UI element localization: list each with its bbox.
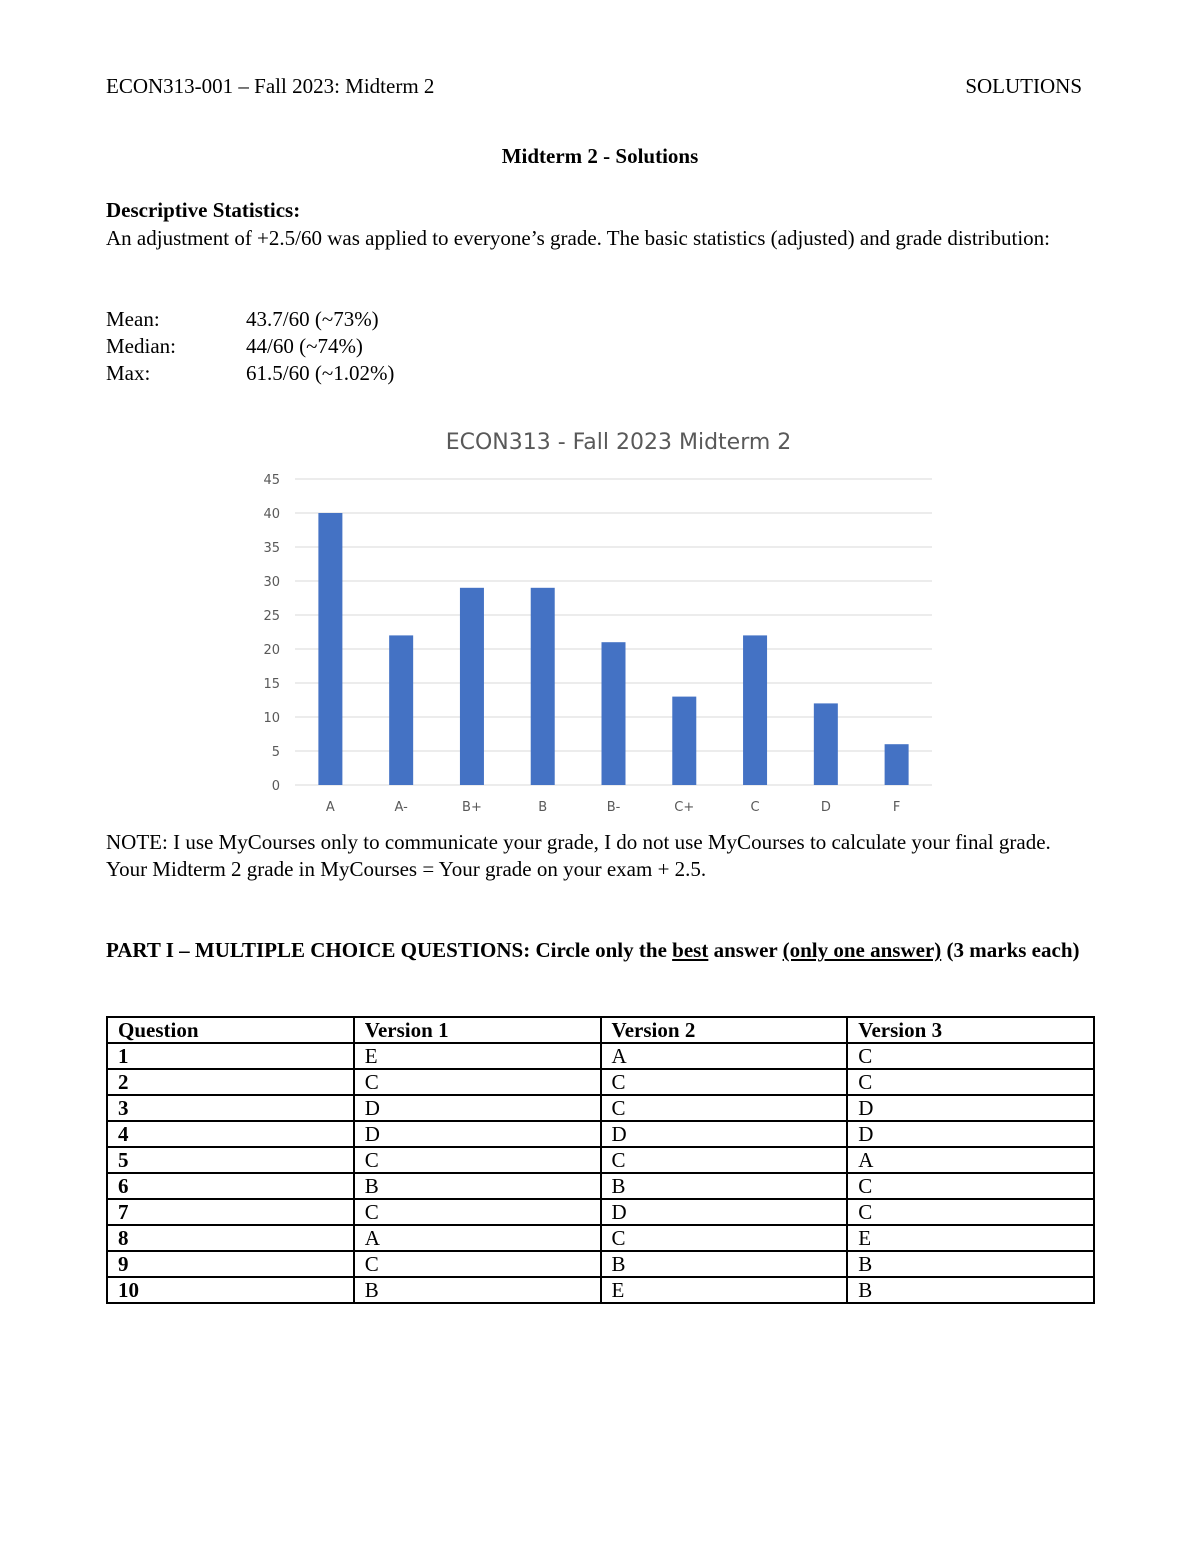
stat-label: Mean:	[106, 307, 160, 331]
y-tick-label: 15	[263, 677, 280, 692]
table-row	[107, 1277, 1094, 1303]
answer-cell-version-2: D	[601, 1199, 848, 1225]
answer-table	[106, 1016, 1095, 1304]
adjustment-paragraph: An adjustment of +2.5/60 was applied to everyone’s grade. The basic statistics (adjusted) and grade distribution:	[106, 226, 1050, 250]
header-left: ECON313-001 – Fall 2023: Midterm 2	[106, 74, 435, 98]
chart-svg	[240, 410, 940, 830]
answer-cell-version-3: A	[847, 1147, 1094, 1173]
bar	[602, 642, 626, 785]
bar	[460, 588, 484, 785]
descriptive-heading: Descriptive Statistics:	[106, 198, 301, 222]
part1-best: best	[672, 938, 709, 962]
answer-cell-version-1: C	[354, 1251, 601, 1277]
question-number-cell: 1	[107, 1043, 354, 1069]
answer-cell-version-2: B	[601, 1251, 848, 1277]
stat-value: 44/60 (~74%)	[246, 334, 363, 358]
answer-cell-version-1: B	[354, 1277, 601, 1303]
answer-cell-version-3: C	[847, 1199, 1094, 1225]
stats-list	[106, 306, 394, 387]
answer-cell-version-2: B	[601, 1173, 848, 1199]
answer-cell-version-2: E	[601, 1277, 848, 1303]
answer-cell-version-3: C	[847, 1043, 1094, 1069]
answer-cell-version-1: C	[354, 1069, 601, 1095]
answer-cell-version-3: E	[847, 1225, 1094, 1251]
part1-lead: PART I – MULTIPLE CHOICE QUESTIONS: Circle only the	[106, 938, 673, 962]
x-tick-label: A-	[394, 800, 408, 815]
x-tick-label: F	[892, 800, 901, 815]
question-number-cell: 5	[107, 1147, 354, 1173]
stat-row-max	[106, 360, 394, 387]
answer-cell-version-3: C	[847, 1173, 1094, 1199]
stat-value: 43.7/60 (~73%)	[246, 307, 379, 331]
table-row	[107, 1121, 1094, 1147]
y-tick-label: 30	[263, 575, 280, 590]
header-version-1: Version 1	[354, 1017, 601, 1043]
grade-distribution-chart	[240, 410, 940, 830]
x-tick-label: B+	[462, 800, 482, 815]
answer-cell-version-1: D	[354, 1121, 601, 1147]
answer-table-body	[107, 1043, 1094, 1303]
table-row	[107, 1199, 1094, 1225]
table-row	[107, 1173, 1094, 1199]
header-version-2: Version 2	[601, 1017, 848, 1043]
stat-row-mean	[106, 306, 394, 333]
x-tick-label: C+	[674, 800, 695, 815]
answer-cell-version-1: D	[354, 1095, 601, 1121]
answer-cell-version-3: D	[847, 1121, 1094, 1147]
y-tick-label: 10	[263, 711, 280, 726]
table-header-row	[107, 1017, 1094, 1043]
answer-cell-version-2: C	[601, 1147, 848, 1173]
answer-cell-version-2: C	[601, 1225, 848, 1251]
answer-cell-version-1: B	[354, 1173, 601, 1199]
header-question: Question	[107, 1017, 354, 1043]
answer-cell-version-2: C	[601, 1095, 848, 1121]
part1-mid: answer	[708, 938, 783, 962]
answer-cell-version-2: C	[601, 1069, 848, 1095]
bar	[389, 635, 413, 785]
x-tick-label: B	[538, 800, 548, 815]
table-row	[107, 1225, 1094, 1251]
x-tick-label: B-	[606, 800, 621, 815]
page-title: Midterm 2 - Solutions	[501, 144, 699, 168]
table-row	[107, 1069, 1094, 1095]
question-number-cell: 3	[107, 1095, 354, 1121]
y-tick-label: 0	[271, 779, 280, 794]
bar	[743, 635, 767, 785]
stat-label: Median:	[106, 334, 176, 358]
answer-cell-version-3: C	[847, 1069, 1094, 1095]
question-number-cell: 10	[107, 1277, 354, 1303]
answer-cell-version-1: E	[354, 1043, 601, 1069]
table-row	[107, 1043, 1094, 1069]
x-tick-label: C	[750, 800, 760, 815]
x-tick-label: A	[325, 800, 335, 815]
stat-value: 61.5/60 (~1.02%)	[246, 361, 395, 385]
y-tick-label: 35	[263, 541, 280, 556]
bar	[814, 703, 838, 785]
mycourses-note: NOTE: I use MyCourses only to communicate your grade, I do not use MyCourses to calculate your final grade. Your Midterm 2 grade in MyCourses = Your grade on your exam + 2.5.	[106, 830, 1051, 881]
header-right: SOLUTIONS	[965, 74, 1082, 98]
question-number-cell: 9	[107, 1251, 354, 1277]
answer-cell-version-1: C	[354, 1199, 601, 1225]
answer-cell-version-2: A	[601, 1043, 848, 1069]
question-number-cell: 8	[107, 1225, 354, 1251]
stat-label: Max:	[106, 361, 151, 385]
answer-cell-version-2: D	[601, 1121, 848, 1147]
stat-row-median	[106, 333, 394, 360]
table-row	[107, 1147, 1094, 1173]
y-tick-label: 20	[263, 643, 280, 658]
bar	[672, 697, 696, 785]
question-number-cell: 4	[107, 1121, 354, 1147]
part1-only-one: (only one answer)	[782, 938, 942, 962]
answer-cell-version-3: B	[847, 1251, 1094, 1277]
y-tick-label: 5	[271, 745, 280, 760]
x-tick-label: D	[820, 800, 831, 815]
chart-title: ECON313 - Fall 2023 Midterm 2	[445, 430, 792, 455]
y-tick-label: 45	[263, 473, 280, 488]
answer-cell-version-3: D	[847, 1095, 1094, 1121]
y-tick-label: 25	[263, 609, 280, 624]
part1-tail: (3 marks each)	[941, 938, 1080, 962]
bar	[531, 588, 555, 785]
bar	[885, 744, 909, 785]
question-number-cell: 2	[107, 1069, 354, 1095]
table-row	[107, 1095, 1094, 1121]
table-row	[107, 1251, 1094, 1277]
answer-cell-version-1: C	[354, 1147, 601, 1173]
y-tick-label: 40	[263, 507, 280, 522]
answer-cell-version-3: B	[847, 1277, 1094, 1303]
part1-heading	[106, 937, 1096, 964]
answer-cell-version-1: A	[354, 1225, 601, 1251]
bar	[318, 513, 342, 785]
question-number-cell: 6	[107, 1173, 354, 1199]
header-version-3: Version 3	[847, 1017, 1094, 1043]
question-number-cell: 7	[107, 1199, 354, 1225]
